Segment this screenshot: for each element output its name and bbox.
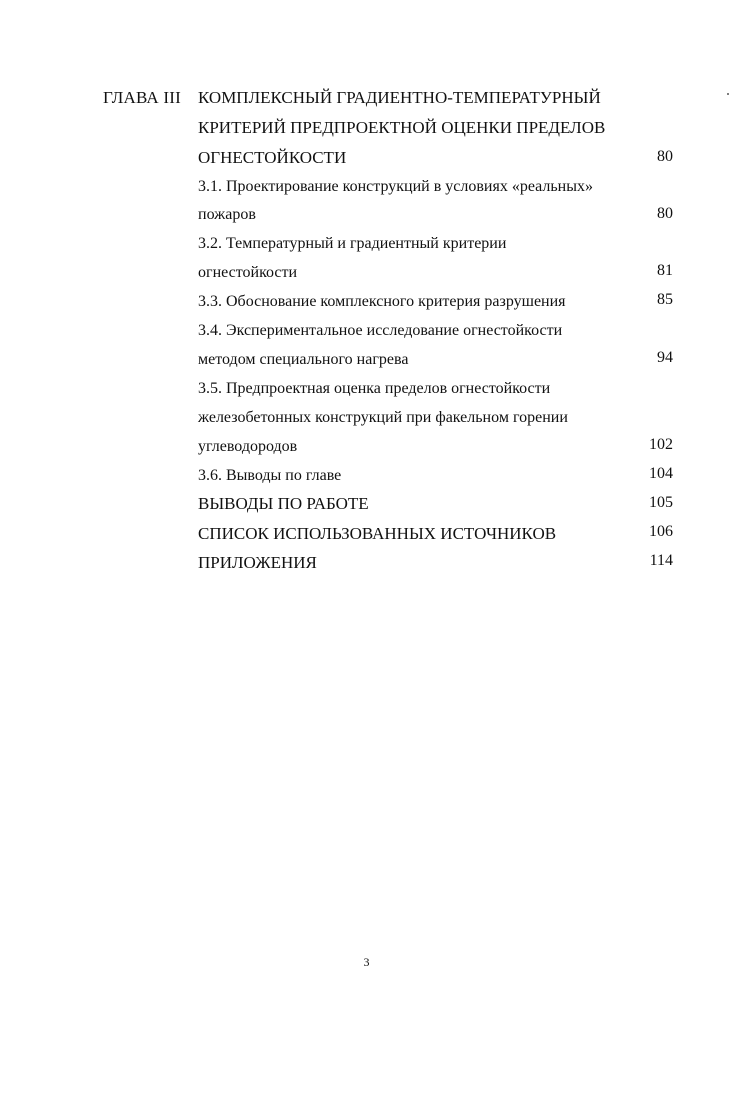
chapter-label: ГЛАВА III: [103, 88, 181, 107]
section-page-number: 80: [657, 205, 673, 222]
section-line: углеводородов: [198, 438, 298, 455]
section-page-number: 81: [657, 262, 673, 279]
scan-speck: [727, 93, 729, 95]
back-matter-line: ПРИЛОЖЕНИЯ: [198, 553, 317, 572]
footer-page-number: 3: [363, 955, 370, 969]
chapter-title-line: КРИТЕРИЙ ПРЕДПРОЕКТНОЙ ОЦЕНКИ ПРЕДЕЛОВ: [198, 118, 606, 137]
section-line: железобетонных конструкций при факельном горении: [198, 409, 568, 426]
chapter-title-line: КОМПЛЕКСНЫЙ ГРАДИЕНТНО-ТЕМПЕРАТУРНЫЙ: [198, 88, 601, 107]
back-matter-page-number: 114: [649, 552, 673, 569]
back-matter-page-number: 106: [649, 523, 673, 540]
section-line: 3.3. Обоснование комплексного критерия разрушения: [198, 293, 566, 310]
chapter-title-line: ОГНЕСТОЙКОСТИ: [198, 148, 347, 167]
section-line: 3.1. Проектирование конструкций в условиях «реальных»: [198, 178, 593, 195]
section-line: 3.2. Температурный и градиентный критерии: [198, 235, 507, 252]
back-matter-page-number: 105: [649, 494, 673, 511]
section-page-number: 102: [649, 436, 673, 453]
section-line: 3.6. Выводы по главе: [198, 467, 342, 484]
section-line: 3.5. Предпроектная оценка пределов огнестойкости: [198, 380, 551, 397]
section-line: пожаров: [198, 206, 256, 223]
chapter-page-number: 80: [657, 148, 673, 165]
back-matter-line: ВЫВОДЫ ПО РАБОТЕ: [198, 494, 369, 513]
section-line: огнестойкости: [198, 264, 298, 281]
back-matter-line: СПИСОК ИСПОЛЬЗОВАННЫХ ИСТОЧНИКОВ: [198, 524, 557, 543]
section-line: методом специального нагрева: [198, 351, 409, 368]
section-line: 3.4. Экспериментальное исследование огнестойкости: [198, 322, 563, 339]
section-page-number: 94: [657, 349, 673, 366]
section-page-number: 85: [657, 291, 673, 308]
section-page-number: 104: [649, 465, 673, 482]
